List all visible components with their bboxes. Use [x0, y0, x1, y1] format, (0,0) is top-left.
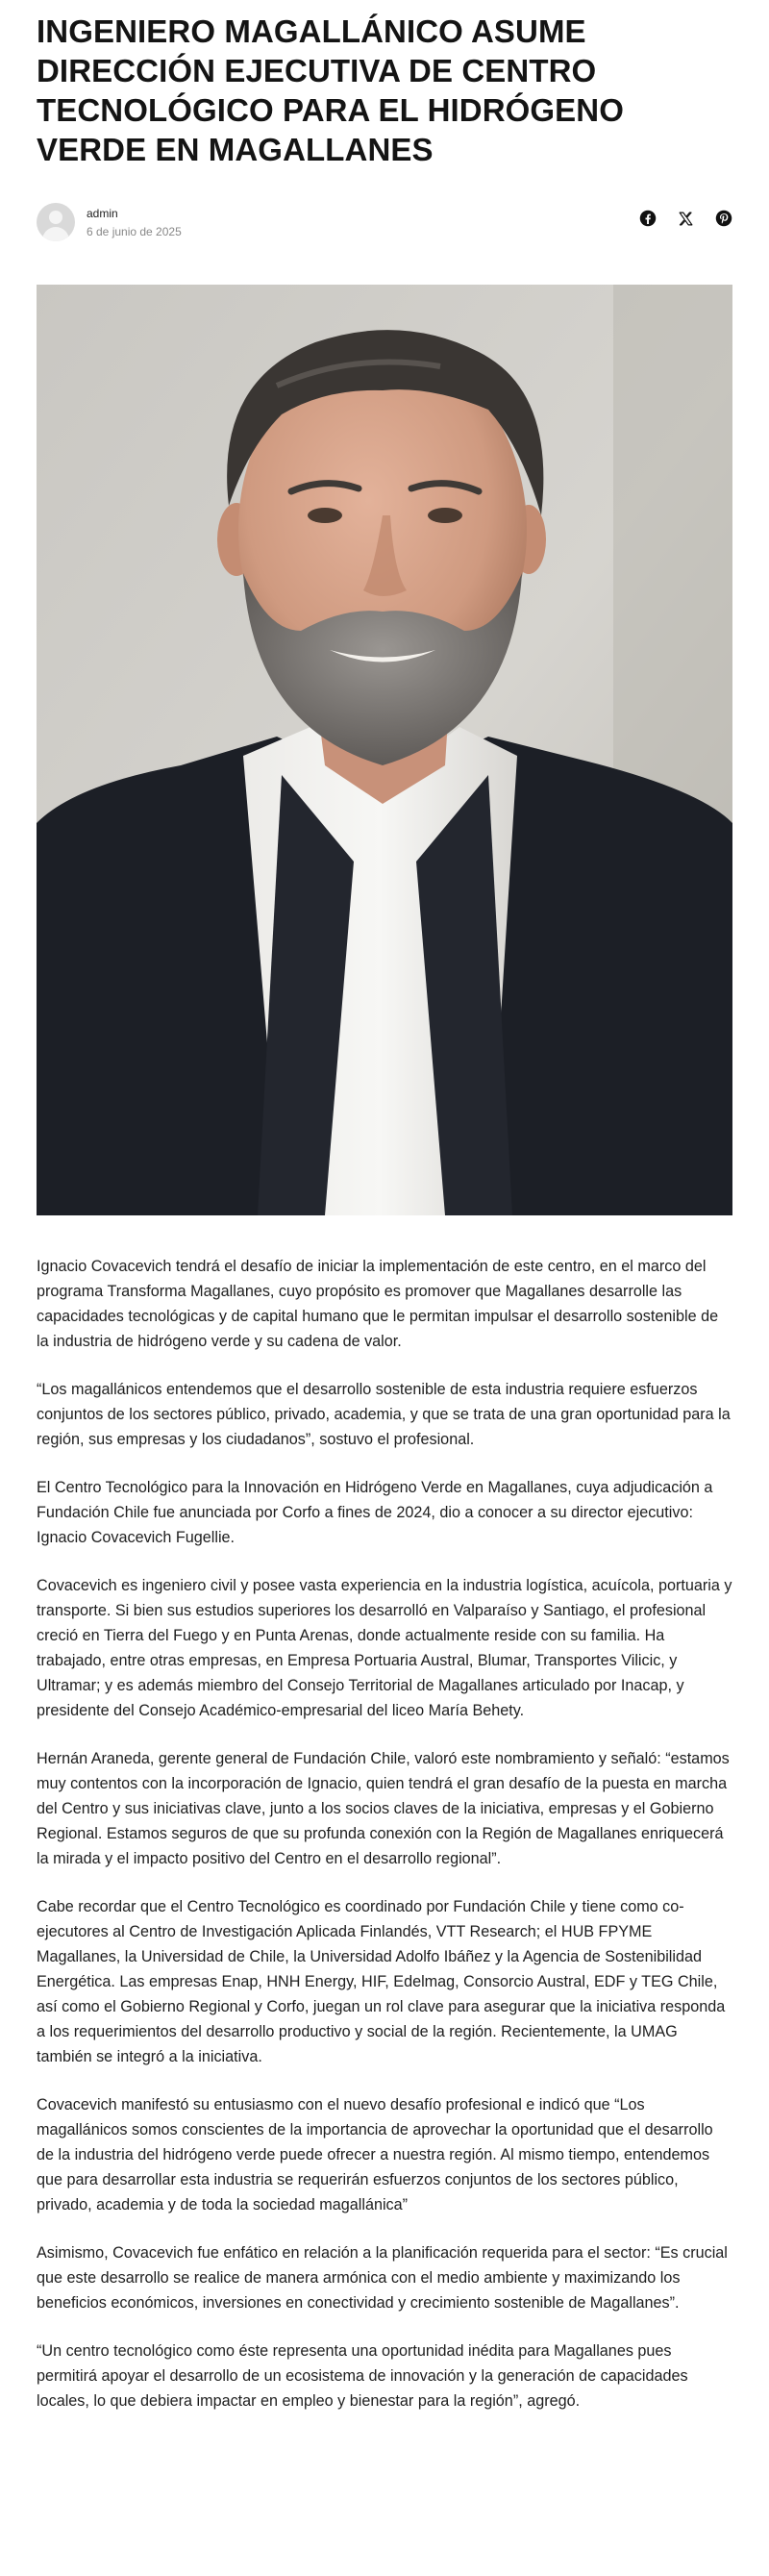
avatar-head-shape — [49, 211, 62, 224]
byline — [87, 206, 182, 239]
publish-date: 6 de junio de 2025 — [87, 224, 182, 238]
article-title: INGENIERO MAGALLÁNICO ASUME DIRECCIÓN EJECUTIVA DE CENTRO TECNOLÓGICO PARA EL HIDRÓGENO VERDE EN MAGALLANES — [37, 13, 624, 167]
paragraph: “Los magallánicos entendemos que el desarrollo sostenible de esta industria requiere esfuerzos conjuntos de los sectores público, privado, academia, y que se trata de una gran oportunidad para la región, sus empresas y los ciudadanos”, sostuvo el profesional. — [37, 1381, 731, 1448]
author-name[interactable]: admin — [87, 206, 118, 220]
paragraph: Covacevich manifestó su entusiasmo con el nuevo desafío profesional e indicó que “Los magallánicos somos conscientes de la importancia de aprovechar la oportunidad que el desarrollo de la industria del hidrógeno verde puede ofrecer a nuestra región. Al mismo tiempo, entendemos que para desarrollar esta industria se requerirán esfuerzos conjuntos de los sectores público, privado, academia y de toda la sociedad magallánica” — [37, 2096, 713, 2213]
paragraph: Covacevich es ingeniero civil y posee vasta experiencia en la industria logística, acuícola, portuaria y transporte. Si bien sus estudios superiores los desarrolló en Valparaíso y Santiago, el profesional creció en Tierra del Fuego y en Punta Arenas, donde actualmente reside con su familia. Ha trabajado, entre otras empresas, en Empresa Portuaria Austral, Blumar, Transportes Vilicic, y Ultramar; y es además miembro del Consejo Territorial de Magallanes articulado por Inacap, y presidente del Consejo Académico-empresarial del liceo María Behety. — [37, 1577, 732, 1719]
author-avatar[interactable] — [37, 203, 75, 241]
paragraph: Ignacio Covacevich tendrá el desafío de iniciar la implementación de este centro, en el marco del programa Transforma Magallanes, cuyo propósito es promover que Magallanes desarrolle las capacidades tecnológicas y de capital humano que le permitan impulsar el desarrollo sostenible de la industria de hidrógeno verde y su cadena de valor. — [37, 1258, 719, 1350]
share-buttons — [639, 210, 732, 227]
x-icon[interactable] — [678, 211, 694, 227]
paragraph: “Un centro tecnológico como éste representa una oportunidad inédita para Magallanes pues permitirá apoyar el desarrollo de un ecosistema de innovación y la generación de capacidades locales, lo que debiera impactar en empleo y bienestar para la región”, agregó. — [37, 2342, 688, 2410]
portrait-photo — [37, 285, 732, 1215]
facebook-icon[interactable] — [639, 210, 657, 227]
paragraph: Asimismo, Covacevich fue enfático en relación a la planificación requerida para el sector: “Es crucial que este desarrollo se realice de manera armónica con el medio ambiente y maximizando los beneficios económicos, inversiones en conectividad y crecimiento sostenible de Magallanes”. — [37, 2244, 728, 2312]
pinterest-icon[interactable] — [715, 210, 732, 227]
article-meta — [37, 201, 732, 243]
paragraph: Cabe recordar que el Centro Tecnológico es coordinado por Fundación Chile y tiene como co-ejecutores al Centro de Investigación Aplicada Finlandés, VTT Research; el HUB FPYME Magallanes, la Universidad de Chile, la Universidad Adolfo Ibáñez y la Agencia de Sostenibilidad Energética. Las empresas Enap, HNH Energy, HIF, Edelmag, Consorcio Austral, EDF y TEG Chile, así como el Gobierno Regional y Corfo, juegan un rol clave para asegurar que la iniciativa responda a los requerimientos del desarrollo productivo y social de la región. Recientemente, la UMAG también se integró a la iniciativa. — [37, 1898, 726, 2065]
article-body — [37, 1254, 732, 2413]
paragraph: El Centro Tecnológico para la Innovación en Hidrógeno Verde en Magallanes, cuya adjudicación a Fundación Chile fue anunciada por Corfo a fines de 2024, dio a conocer a su director ejecutivo: Ignacio Covacevich Fugellie. — [37, 1479, 713, 1546]
paragraph: Hernán Araneda, gerente general de Fundación Chile, valoró este nombramiento y señaló: “estamos muy contentos con la incorporación de Ignacio, quien tendrá el gran desafío de la puesta en marcha del Centro y sus iniciativas clave, junto a los socios claves de la iniciativa, empresas y el Gobierno Regional. Estamos seguros de que su profunda conexión con la Región de Magallanes enriquecerá la mirada y el impacto positivo del Centro en el desarrollo regional”. — [37, 1750, 730, 1867]
avatar-body-shape — [42, 227, 69, 241]
